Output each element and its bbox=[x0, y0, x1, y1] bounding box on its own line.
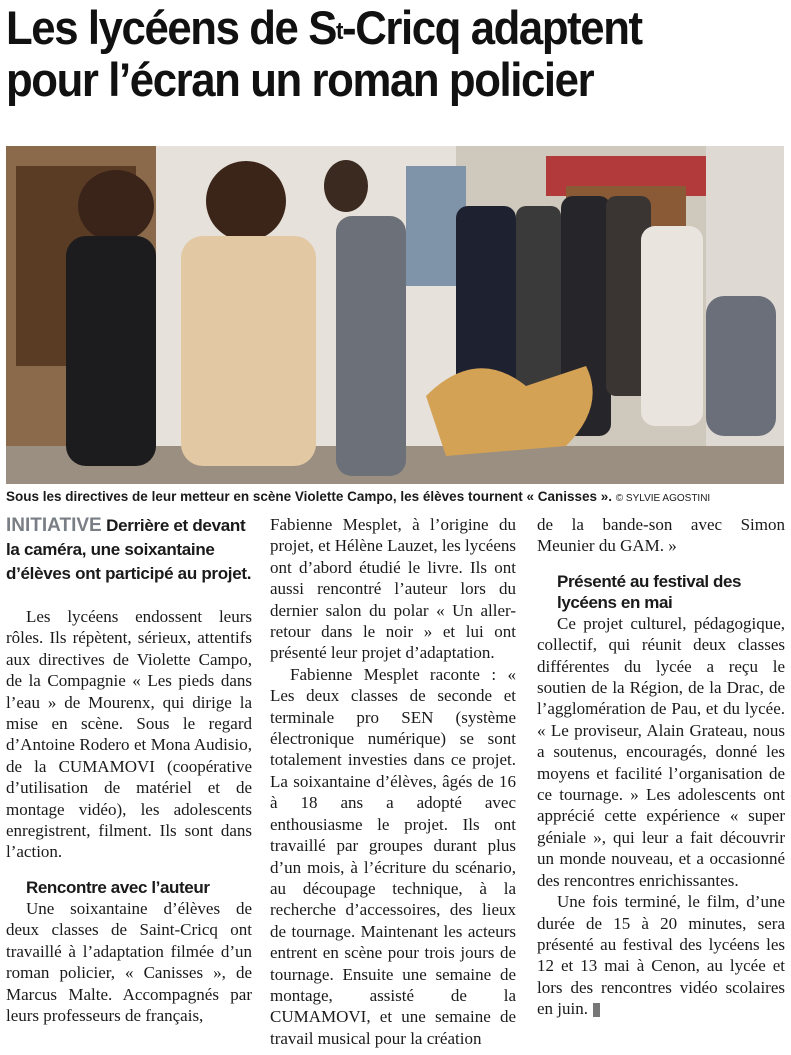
headline bbox=[6, 2, 731, 106]
article-lead bbox=[6, 514, 252, 586]
subhead-festival: Présenté au festival des lycéens en mai bbox=[557, 571, 742, 612]
caption-text: Sous les directives de leur metteur en scène Violette Campo, les élèves tournent « Canisses ». bbox=[6, 489, 612, 504]
end-mark bbox=[593, 1003, 600, 1017]
paragraph: de la bande-son avec Simon Meunier du GAM. » bbox=[537, 515, 785, 556]
article-column-1 bbox=[6, 514, 252, 1026]
article-column-3 bbox=[537, 514, 785, 1020]
paragraph bbox=[537, 891, 785, 1019]
article-kicker: INITIATIVE bbox=[6, 515, 102, 536]
photo-illustration bbox=[6, 146, 784, 484]
article-column-2 bbox=[270, 514, 516, 1049]
paragraph: Fabienne Mesplet raconte : « Les deux classes de seconde et terminale pro SEN (système électronique numérique) se sont totalement investies dans ce projet. La soixantaine d’élèves, âgés de 16 à 18 ans a adopté avec enthousiasme le projet. Ils ont travaillé par groupes durant plus d’un mois, à l’écriture du scénario, au découpage technique, à la recherche d’accessoires, des lieux de tournage. Maintenant les acteurs entrent en scène pour trois jours de tournage. Ensuite une semaine de montage, assisté de la CUMAMOVI, et une semaine de travail musical pour la création bbox=[270, 664, 516, 1048]
lead-text: Derrière et devant la caméra, une soixantaine d’élèves ont participé au projet. bbox=[6, 516, 252, 583]
headline-superscript: t bbox=[335, 18, 343, 45]
article-photo bbox=[6, 146, 784, 484]
headline-part2: -Cricq adaptent pour l’écran un roman policier bbox=[6, 1, 642, 106]
paragraph: Les lycéens endossent leurs rôles. Ils répètent, sérieux, attentifs aux directives de Violette Campo, de la Compagnie « Les pieds dans l’eau » de Mourenx, qui dirige la mise en scène. Sous le regard d’Antoine Rodero et Mona Audisio, de la CUMAMOVI (coopérative d’utilisation de matériel et de montage vidéo), les adolescents enregistrent, filment. Ils sont dans l’action. bbox=[6, 607, 252, 862]
paragraph: Une soixantaine d’élèves de deux classes de Saint-Cricq ont travaillé à l’adaptation filmée d’un roman policier, « Canisses », de Marcus Malte. Accompagnés par leurs professeurs de français, bbox=[6, 898, 252, 1025]
paragraph: Ce projet culturel, pédagogique, collectif, qui réunit deux classes différentes du lycée a reçu le soutien de la Région, de la Drac, de l’agglomération de Pau, et du lycée. « Le proviseur, Alain Grateau, nous a soutenus, encouragés, donné les moyens et facilité l’organisation de ce tournage. » Les adolescents ont apprécié cette expérience « super géniale », qui leur a fait découvrir un monde nouveau, et a occasionné des rencontres enrichissantes. bbox=[537, 613, 785, 890]
subhead-rencontre: Rencontre avec l’auteur bbox=[26, 877, 210, 897]
headline-part1: Les lycéens de S bbox=[6, 1, 336, 54]
paragraph-text: Une fois terminé, le film, d’une durée de 15 à 20 minutes, sera présenté au festival des lycéens les 12 et 13 mai à Cenon, au lycée et lors des rencontres vidéo scolaires en juin. bbox=[537, 892, 785, 1019]
photo-credit: © SYLVIE AGOSTINI bbox=[615, 493, 711, 504]
paragraph: Fabienne Mesplet, à l’origine du projet, et Hélène Lauzet, les lycéens ont d’abord étudié le livre. Ils ont aussi rencontré l’auteur lors du dernier salon du polar « Un aller-retour dans le noir » et lui ont présenté leur projet d’adaptation. bbox=[270, 515, 516, 663]
photo-caption bbox=[6, 488, 786, 508]
